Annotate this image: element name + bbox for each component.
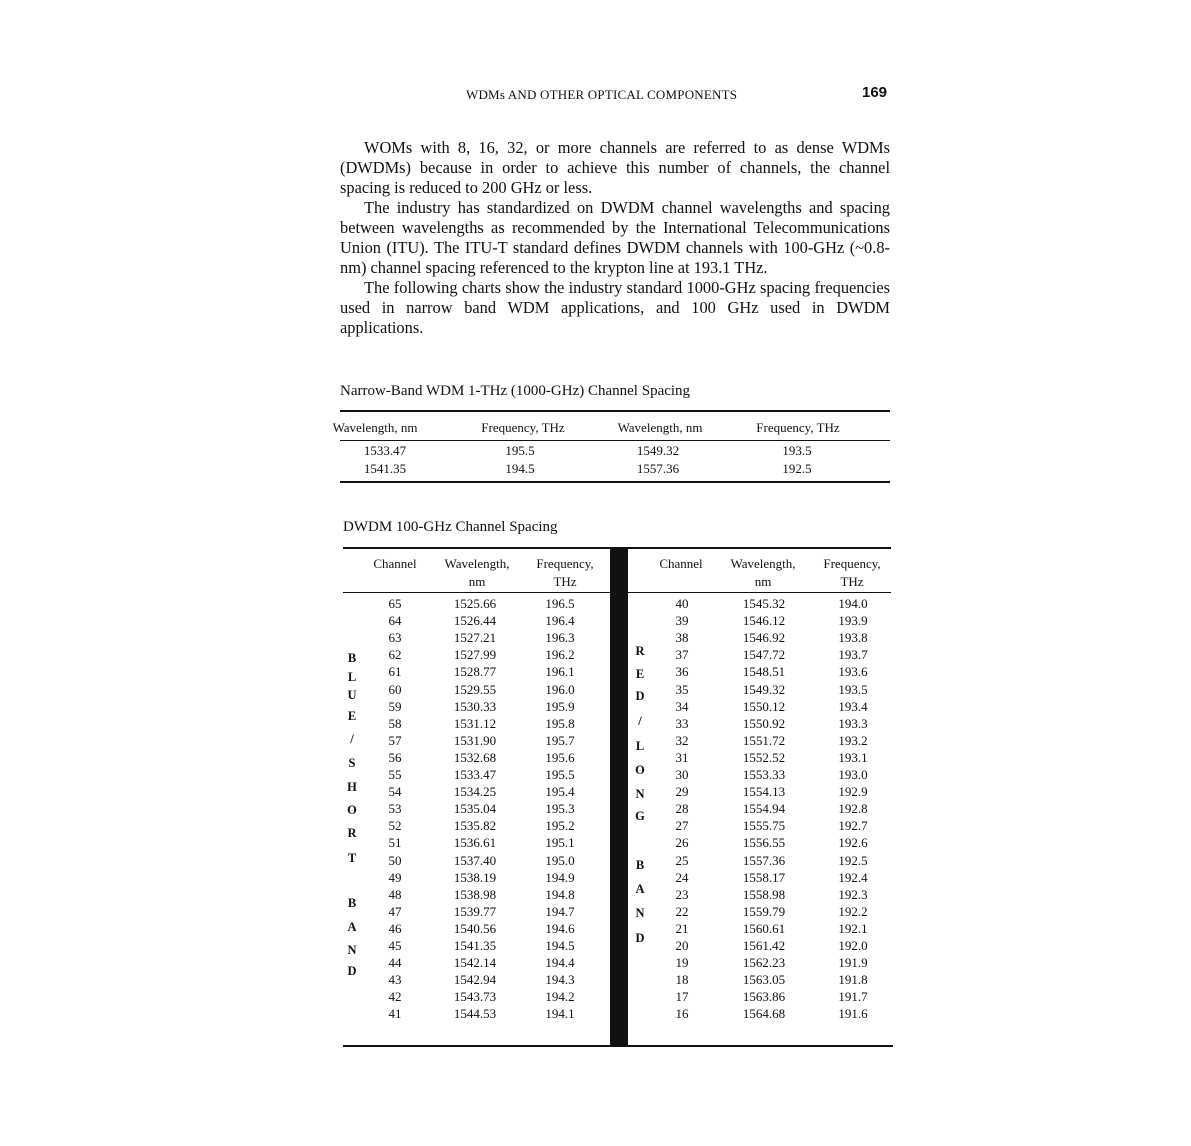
column-header: Wavelength, nm (332, 420, 418, 435)
paragraph: WOMs with 8, 16, 32, or more channels are referred to as dense WDMs (DWDMs) because in order to achieve this number of channels, the channel spacing is reduced to 200 GHz or less. (340, 138, 890, 197)
channel-cell: 27 (675, 818, 689, 834)
channel-cell: 44 (388, 955, 402, 971)
page-number: 169 (862, 84, 888, 101)
wavelength-cell: 1538.19 (453, 869, 497, 885)
frequency-cell: 191.8 (838, 972, 868, 988)
wavelength-cell: 1563.86 (742, 989, 786, 1005)
frequency-cell: 195.2 (545, 818, 575, 834)
wavelength-cell: 1558.17 (742, 869, 786, 885)
band-label-letter: N (347, 943, 357, 957)
wavelength-cell: 1527.21 (453, 630, 497, 646)
band-label-letter: T (347, 851, 357, 865)
frequency-cell: 194.1 (545, 1006, 575, 1022)
frequency-cell: 195.1 (545, 835, 575, 851)
header-wavelength: Wavelength, (730, 556, 796, 571)
frequency-cell: 194.8 (545, 886, 575, 902)
wavelength-cell: 1531.90 (453, 732, 497, 748)
wavelength-cell: 1535.82 (453, 818, 497, 834)
channel-cell: 60 (388, 681, 402, 697)
wavelength-cell: 1564.68 (742, 1006, 786, 1022)
frequency-cell: 194.3 (545, 972, 575, 988)
channel-cell: 16 (675, 1006, 689, 1022)
channel-cell: 36 (675, 664, 689, 680)
channel-cell: 63 (388, 630, 402, 646)
wavelength-cell: 1549.32 (742, 681, 786, 697)
frequency-cell: 195.4 (545, 784, 575, 800)
frequency-cell: 195.0 (545, 852, 575, 868)
wavelength-cell: 1533.47 (453, 767, 497, 782)
band-label-letter: B (635, 858, 645, 872)
table-cell: 193.5 (782, 443, 812, 458)
channel-cell: 34 (675, 698, 689, 714)
band-label-letter: U (347, 688, 357, 702)
frequency-cell: 196.0 (545, 681, 575, 697)
frequency-cell: 196.1 (545, 664, 575, 680)
table-cell: 1541.35 (363, 461, 407, 476)
channel-cell: 18 (675, 972, 689, 988)
dwdm-table-caption: DWDM 100-GHz Channel Spacing (343, 519, 558, 535)
frequency-cell: 192.5 (838, 852, 868, 868)
channel-cell: 49 (388, 869, 402, 885)
channel-cell: 43 (388, 972, 402, 988)
frequency-cell: 192.9 (838, 784, 868, 800)
frequency-cell: 192.1 (838, 920, 868, 936)
band-label-letter: A (347, 920, 357, 934)
frequency-cell: 192.8 (838, 801, 868, 817)
frequency-cell: 194.6 (545, 920, 575, 936)
header-channel: Channel (659, 556, 703, 571)
channel-cell: 25 (675, 852, 689, 868)
wavelength-cell: 1554.94 (742, 801, 786, 817)
wavelength-cell: 1550.92 (742, 715, 786, 731)
frequency-cell: 195.5 (545, 767, 575, 782)
frequency-cell: 192.0 (838, 938, 868, 953)
wavelength-cell: 1537.40 (453, 852, 497, 868)
wavelength-cell: 1557.36 (742, 852, 786, 868)
channel-cell: 29 (675, 784, 689, 800)
frequency-cell: 193.9 (838, 613, 868, 629)
frequency-cell: 193.0 (838, 767, 868, 782)
band-label-letter: H (347, 780, 357, 794)
wavelength-cell: 1556.55 (742, 835, 786, 851)
narrow-band-table-caption: Narrow-Band WDM 1-THz (1000-GHz) Channel Spacing (340, 383, 691, 399)
wavelength-cell: 1554.13 (742, 784, 786, 800)
column-header: Frequency, THz (756, 420, 840, 435)
frequency-cell: 193.8 (838, 630, 868, 646)
channel-cell: 58 (388, 715, 402, 731)
wavelength-cell: 1541.35 (453, 938, 497, 953)
header-wavelength-unit: nm (468, 574, 486, 589)
frequency-cell: 192.4 (838, 869, 868, 885)
header-frequency-unit: THz (840, 574, 864, 589)
band-label-letter: S (348, 756, 356, 770)
channel-cell: 59 (388, 698, 402, 714)
frequency-cell: 193.7 (838, 647, 868, 663)
wavelength-cell: 1532.68 (453, 749, 497, 765)
table-cell: 1557.36 (636, 461, 680, 476)
wavelength-cell: 1534.25 (453, 784, 497, 800)
paragraph: The industry has standardized on DWDM channel wavelengths and spacing between wavelengths as recommended by the International Telecommunications Union (ITU). The ITU-T standard defines DWDM channels with 100-GHz (~0.8-nm) channel spacing referenced to the krypton line at 193.1 THz. (340, 198, 890, 277)
frequency-cell: 195.8 (545, 715, 575, 731)
band-label-letter: O (635, 763, 645, 777)
frequency-cell: 196.4 (545, 613, 575, 629)
wavelength-cell: 1562.23 (742, 955, 786, 971)
wavelength-cell: 1553.33 (742, 767, 786, 782)
band-label-letter: R (347, 826, 357, 840)
wavelength-cell: 1542.14 (453, 955, 497, 971)
wavelength-cell: 1555.75 (742, 818, 786, 834)
wavelength-cell: 1539.77 (453, 903, 497, 919)
frequency-cell: 194.5 (545, 938, 575, 953)
channel-cell: 24 (675, 869, 689, 885)
wavelength-cell: 1528.77 (453, 664, 497, 680)
wavelength-cell: 1527.99 (453, 647, 497, 663)
band-label-letter: / (638, 714, 642, 728)
channel-cell: 21 (675, 920, 689, 936)
wavelength-cell: 1550.12 (742, 698, 786, 714)
wavelength-cell: 1531.12 (453, 715, 497, 731)
wavelength-cell: 1529.55 (453, 681, 497, 697)
wavelength-cell: 1546.12 (742, 613, 786, 629)
channel-cell: 47 (388, 903, 402, 919)
frequency-cell: 191.7 (838, 989, 868, 1005)
band-label-letter: B (347, 651, 357, 665)
frequency-cell: 195.6 (545, 749, 575, 765)
band-label-letter: N (635, 906, 645, 920)
channel-cell: 56 (388, 749, 402, 765)
channel-cell: 53 (388, 801, 402, 817)
header-wavelength: Wavelength, (444, 556, 510, 571)
channel-cell: 35 (675, 681, 689, 697)
wavelength-cell: 1526.44 (453, 613, 497, 629)
table-cell: 1533.47 (363, 443, 407, 458)
channel-cell: 28 (675, 801, 689, 817)
wavelength-cell: 1525.66 (453, 596, 497, 611)
channel-cell: 40 (675, 596, 689, 611)
wavelength-cell: 1551.72 (742, 732, 786, 748)
running-head: WDMs AND OTHER OPTICAL COMPONENTS (466, 87, 738, 102)
frequency-cell: 194.7 (545, 903, 575, 919)
frequency-cell: 195.3 (545, 801, 575, 817)
band-label-letter: D (347, 964, 357, 978)
channel-cell: 50 (388, 852, 402, 868)
wavelength-cell: 1538.98 (453, 886, 497, 902)
frequency-cell: 193.2 (838, 732, 868, 748)
frequency-cell: 194.0 (838, 596, 868, 611)
wavelength-cell: 1536.61 (453, 835, 497, 851)
frequency-cell: 193.5 (838, 681, 868, 697)
header-frequency-unit: THz (553, 574, 577, 589)
band-label-letter: A (635, 882, 645, 896)
channel-cell: 62 (388, 647, 402, 663)
band-label-letter: G (635, 809, 645, 823)
frequency-cell: 194.9 (545, 869, 575, 885)
table-cell: 1549.32 (636, 443, 680, 458)
frequency-cell: 195.7 (545, 732, 575, 748)
channel-cell: 20 (675, 938, 689, 953)
wavelength-cell: 1563.05 (742, 972, 786, 988)
wavelength-cell: 1540.56 (453, 920, 497, 936)
wavelength-cell: 1561.42 (742, 938, 786, 953)
wavelength-cell: 1552.52 (742, 749, 786, 765)
frequency-cell: 192.3 (838, 886, 868, 902)
channel-cell: 51 (388, 835, 402, 851)
frequency-cell: 194.2 (545, 989, 575, 1005)
wavelength-cell: 1530.33 (453, 698, 497, 714)
frequency-cell: 193.4 (838, 698, 868, 714)
band-label-letter: E (635, 667, 645, 681)
channel-cell: 64 (388, 613, 402, 629)
wavelength-cell: 1546.92 (742, 630, 786, 646)
wavelength-cell: 1560.61 (742, 920, 786, 936)
channel-cell: 23 (675, 886, 689, 902)
channel-cell: 19 (675, 955, 689, 971)
wavelength-cell: 1535.04 (453, 801, 497, 817)
frequency-cell: 193.3 (838, 715, 868, 731)
frequency-cell: 194.4 (545, 955, 575, 971)
channel-cell: 31 (675, 749, 689, 765)
channel-cell: 52 (388, 818, 402, 834)
frequency-cell: 192.2 (838, 903, 868, 919)
wavelength-cell: 1545.32 (742, 596, 786, 611)
channel-cell: 38 (675, 630, 689, 646)
frequency-cell: 195.9 (545, 698, 575, 714)
frequency-cell: 196.3 (545, 630, 575, 646)
wavelength-cell: 1548.51 (742, 664, 786, 680)
header-channel: Channel (373, 556, 417, 571)
column-header: Frequency, THz (481, 420, 565, 435)
channel-cell: 48 (388, 886, 402, 902)
header-frequency: Frequency, (536, 556, 594, 571)
channel-cell: 45 (388, 938, 402, 953)
channel-cell: 33 (675, 715, 689, 731)
wavelength-cell: 1558.98 (742, 886, 786, 902)
table-cell: 195.5 (505, 443, 535, 458)
channel-cell: 22 (675, 903, 689, 919)
band-label-letter: L (347, 670, 357, 684)
channel-cell: 61 (388, 664, 402, 680)
wavelength-cell: 1547.72 (742, 647, 786, 663)
band-label-letter: E (347, 709, 357, 723)
channel-cell: 55 (388, 767, 402, 782)
column-header: Wavelength, nm (617, 420, 703, 435)
table-cell: 192.5 (782, 461, 812, 476)
channel-cell: 65 (388, 596, 402, 611)
channel-cell: 32 (675, 732, 689, 748)
band-label-letter: R (635, 644, 645, 658)
channel-cell: 57 (388, 732, 402, 748)
band-label-letter: B (347, 896, 357, 910)
wavelength-cell: 1543.73 (453, 989, 497, 1005)
band-label-letter: D (635, 689, 645, 703)
header-frequency: Frequency, (823, 556, 881, 571)
channel-cell: 54 (388, 784, 402, 800)
frequency-cell: 193.6 (838, 664, 868, 680)
band-label-letter: O (347, 803, 357, 817)
wavelength-cell: 1559.79 (742, 903, 786, 919)
frequency-cell: 196.5 (545, 596, 575, 611)
frequency-cell: 193.1 (838, 749, 868, 765)
channel-cell: 41 (388, 1006, 402, 1022)
center-divider-bar (610, 547, 628, 1047)
frequency-cell: 191.9 (838, 955, 868, 971)
channel-cell: 26 (675, 835, 689, 851)
band-label-letter: / (350, 732, 354, 746)
wavelength-cell: 1544.53 (453, 1006, 497, 1022)
band-label-letter: D (635, 931, 645, 945)
header-wavelength-unit: nm (754, 574, 772, 589)
wavelength-cell: 1542.94 (453, 972, 497, 988)
channel-cell: 30 (675, 767, 689, 782)
channel-cell: 39 (675, 613, 689, 629)
band-label-letter: N (635, 787, 645, 801)
channel-cell: 37 (675, 647, 689, 663)
frequency-cell: 192.7 (838, 818, 868, 834)
channel-cell: 46 (388, 920, 402, 936)
paragraph: The following charts show the industry standard 1000-GHz spacing frequencies used in narrow band WDM applications, and 100 GHz used in DWDM applications. (340, 278, 890, 337)
channel-cell: 17 (675, 989, 689, 1005)
channel-cell: 42 (388, 989, 402, 1005)
frequency-cell: 191.6 (838, 1006, 868, 1022)
table-cell: 194.5 (505, 461, 535, 476)
frequency-cell: 196.2 (545, 647, 575, 663)
band-label-letter: L (635, 739, 645, 753)
frequency-cell: 192.6 (838, 835, 868, 851)
